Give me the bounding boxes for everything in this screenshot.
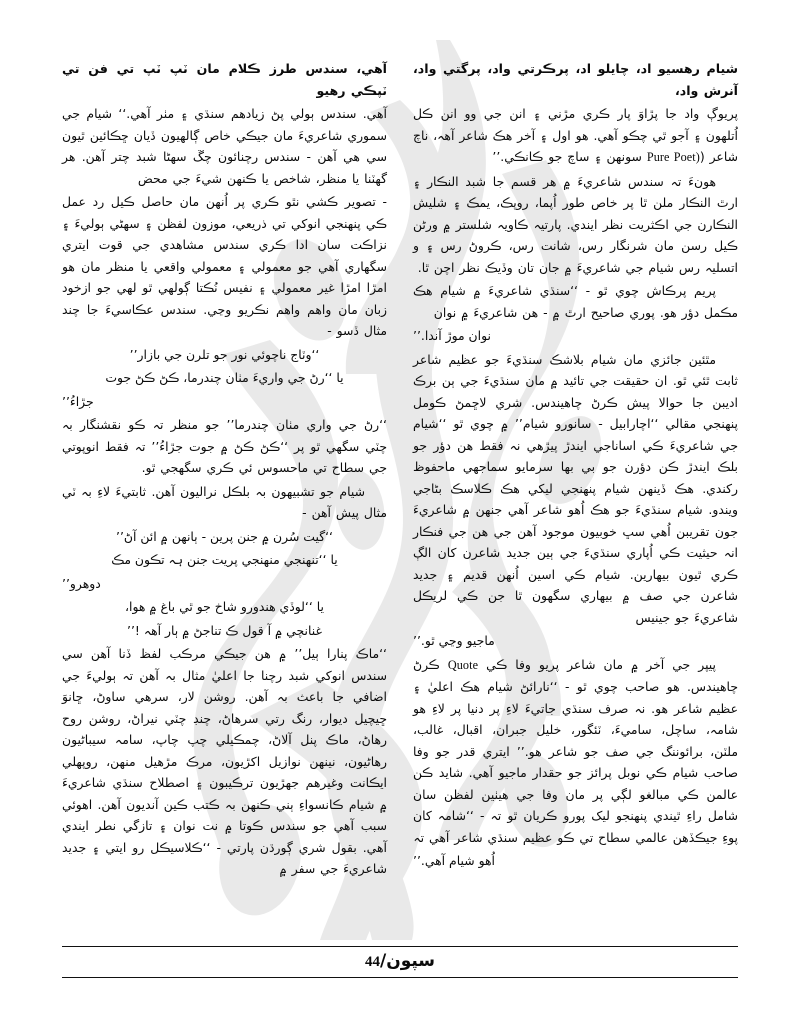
body-paragraph: پريم پرڪاش چوي ٿو - ‘‘سنڌي شاعريءَ ۾ شيام هڪ مڪمل دؤر هو. پوري صاحيح ارٿ ۾ - هن شاعريءَ ۾ نوان bbox=[413, 283, 738, 320]
verse-line: ‘‘وٽاج ناچوئي نور جو تلرن جي بازار’’ bbox=[129, 346, 320, 362]
verse-line: جڙاءُ’’ bbox=[62, 393, 94, 409]
footer-rule-bottom bbox=[62, 977, 738, 978]
verse-line: ماجيو وڃي ٿو.’’ bbox=[413, 633, 495, 648]
verse-line: يا ‘‘تنهنجي منهنجي پريت جنن ہہ تڪون مڪ bbox=[111, 552, 338, 567]
verse-line: ‘‘گيت سُرن ۾ جنن پرين - ٻانهن ۾ ائن آڻ’’ bbox=[116, 528, 333, 544]
lead-paragraph: آهي، سندس طرز ڪلام مان ٽپ ٽپ تي فن تي ٽپڪي رهيو bbox=[62, 61, 387, 98]
column-right bbox=[62, 58, 387, 882]
body-paragraph: پيپر جي آخر ۾ مان شاعر پريو وفا ڪي Quote ڪرڻ چاهيندس. هو صاحب چوي ٿو - ‘‘نارائڻ شيام هڪ اعليٰ ۽ عظيم شاعر هو. نہ صرف سنڌي جاتيءَ لاءِ پر دنيا پر لاءِ هو شامہ، ساچل، ساميءَ، ٽئگور، خليل جبران، اقبال، غالب، ملٽن، برائوننگ جي صف جو شاعر هو.’’ ايتري قدر جو وفا صاحب شيام ڪي نوبل پرائز جو حقدار ماجيو آهي. شايد ڪن عالمن ڪي مبالغو لڳي پر مان وفا جي هيٺين لفظن سان شامل راءِ ٿيندي پنهنجو ليک پورو ڪريان ٿو تہ - ‘‘شامہ کان پوءِ جيڪڏهن عالمي سطاح تي ڪو عظيم سنڌي شاعر آهي تہ bbox=[413, 656, 738, 845]
page-number: 44 bbox=[364, 954, 380, 970]
latin-run: Pure Poet) bbox=[646, 150, 700, 164]
body-paragraph: مٿئين جائزي مان شيام بلاشڪ سنڌيءَ جو عظيم شاعر ثابت ٿئي ٿو. ان حقيقت جي تائيد ۾ مان سنڌيءَ جي ٻن برڪ اديبن جا حوالا پيش ڪرڻ چاهيندس. شري لاڇمڻ ڪومل پنهنجي مقالي ‘‘اچارابيل - سانورو شيام’’ ۾ چوي ٿو ‘‘شيام جي شاعريءَ ڪي اساناجي ايندڙ پيڙهي نہ فقط هن دؤر جو بلڪ ايندڙ ڪن دؤرن جو بي بها سرمايو سماجهي ماحفوظ رکندي. هڪ ڏينهن شيام پنهنجي ليکي هڪ ڪلاسڪ بڻاجي ويندو. شيام سنڌيءَ جو هڪ اُهو شاعر آهي جنهن ۾ شاعريءَ جون تقريبن اُهي سڀ خوبيون موجود آهن جي هن جي فنڪار انہ حيثيت ڪي اُپاري سنڌيءَ جي ٻين جديد شاعرن کان الڳ ڪري ٿيون بيهارين. شيام ڪي اسين اُنهن قديم ۽ جديد شاعرن جي صف ۾ بيهاري سگهون ٿا جن ڪي لريڪل شاعريءَ جو جينيس bbox=[413, 351, 738, 625]
folio-separator: / bbox=[379, 951, 387, 971]
body-paragraph: هونءَ تہ سندس شاعريءَ ۾ هر قسم جا شبد النڪار ۽ ارٿ النڪار ملن ٿا پر خاص طور اُپما، روپڪ، يمڪ ۽ شليش النڪارن جي اڪثريت نظر ايندي. پارتيہ ڪاويہ شلستر ۾ ورڻن ڪيل رسن مان شرنگار رس، شانت رس، ڪروڻ رس ۽ و اتسليہ رس شيام جي شاعريءَ ۾ جان تان وڏيڪ نظر اچن ٿا. bbox=[413, 173, 738, 275]
body-paragraph: پريوڳ واد جا پڙاوَ پار ڪري مڙني ۽ انن جي وو انن ڪل اُتلهون ۽ آجو ٿي چڪو آهي. هو اول ۽ آخر هڪ شاعر آهہ، ناچ شاعر (Pure Poet) سونهن ۽ ساچ جو ڪانڪي.’’ bbox=[412, 106, 738, 164]
verse-line: يا ‘‘لوڏي هندورو شاخ جو ٿي باغ ۾ هوا، bbox=[125, 599, 324, 614]
body-paragraph: ‘‘ماڪ پنارا ٻيل’’ ۾ هن جيڪي مرڪب لفظ ڏنا آهن سي سندس انوکي شبد رچنا جا اعليٰ مثال بہ آهن تہ ٻوليءَ جي اضافي جا باعث بہ آهن. روشن لار، سرهي ساوڻ، ڇانوَ ڇيچيل ديوار، رنگ رتي سرهاڻ، چنڊ چٽي نيراڻ، روشن روح رهاڻ، ماڪ پنل آلاڻ، چمڪيلي چپ چاپ، سامہ سيباڻيون رهاڻيون، نينهن نوازيل اکڙيون، مرڪ مڙهيل منهن، روپهلي ايڪانت وغيرهم جهڙيون ترڪيبون ۽ اصطلاح سنڌي شاعريءَ ۾ شيام ڪانسواءِ ٻني ڪنهن بہ ڪتب ڪين آنديون آهن. اهوئي سبب آهي جو سندس ڪوتا ۾ نت نوان ۽ تازگي نطر ايندي آهي. بقول شري ڳورڌن پارتي - ‘‘ڪلاسيڪل رو ايتي ۽ جديد شاعريءَ جي سفر ۾ bbox=[62, 646, 387, 876]
page-footer bbox=[62, 946, 738, 978]
column-left bbox=[413, 58, 738, 874]
verse-line: يا ‘‘رڻ جي واريءَ مٺان چندرما، ڪڻ ڪڻ جوت bbox=[105, 370, 344, 385]
body-paragraph: آهي. سندس ٻولي پڻ زيادهم سنڌي ۽ مٺر آهي.‘‘ شيام جي سموري شاعريءَ مان جيڪي خاص ڳالهيون ڏيان ڇڪائين ٿيون سي هي آهن - سندس رچنائون چڱ سهڻا شبد چتر آهن. هر گهٽنا يا منظر، شاخص يا ڪنهن شيءَ جي محض bbox=[62, 106, 387, 186]
body-paragraph: - تصوير ڪشي نٿو ڪري پر اُنهن مان حاصل ڪيل رد عمل ڪي پنهنجي انوکي تي ذريعي، موزون لفظن ۽ سهڻي ٻوليءَ ۽ نزاڪت سان ادا ڪري سندس مشاهدي جي قوت ايتري سگهاري آهي جو معمولي ۽ معمولي واقعي يا منظر مان هو امڙا امڙا غير معمولي ۽ نفيس نُڪتا ڳولهي ٿو لهي جو ازخود زبان مان واهم واهم نڪريو وڃي. سندس عڪاسيءَ جا چند مثال ڏسو - bbox=[62, 194, 387, 338]
body-paragraph: ‘‘رڻ جي واري مٺان چندرما’’ جو منظر تہ ڪو نقشنگار بہ چٽي سگهي ٿو پر ‘‘ڪڻ ڪڻ ۾ جوت جڙاءُ’’ تہ فقط انوپوتي جي سطاح تي ماحسوس ئي ڪري سگهجي ٿو. bbox=[62, 417, 387, 475]
verse-line: دوهرو’’ bbox=[62, 575, 101, 591]
lead-paragraph: شيام رهسيو اد، چايلو اد، پرڪرتي واد، پرگتي واد، آنرش واد، bbox=[413, 61, 738, 98]
verse-line: غنانچي ۾ آ قول ڪ تناجڻ ۾ ٻار آهہ !’’ bbox=[127, 622, 322, 638]
verse-line: نوان موڙ آندا.’’ bbox=[413, 328, 491, 343]
two-column-layout bbox=[62, 58, 738, 933]
body-paragraph: شيام جو تشبيهون بہ بلڪل نراليون آهن. ثابتيءَ لاءِ بہ ٽي مثال پيش آهن - bbox=[62, 483, 387, 520]
latin-run: Quote bbox=[447, 657, 479, 672]
folio bbox=[62, 947, 738, 976]
article-body bbox=[62, 58, 738, 933]
publication-name: سپون bbox=[386, 951, 436, 971]
verse-line: اُهو شيام آهي.’’ bbox=[413, 853, 495, 868]
